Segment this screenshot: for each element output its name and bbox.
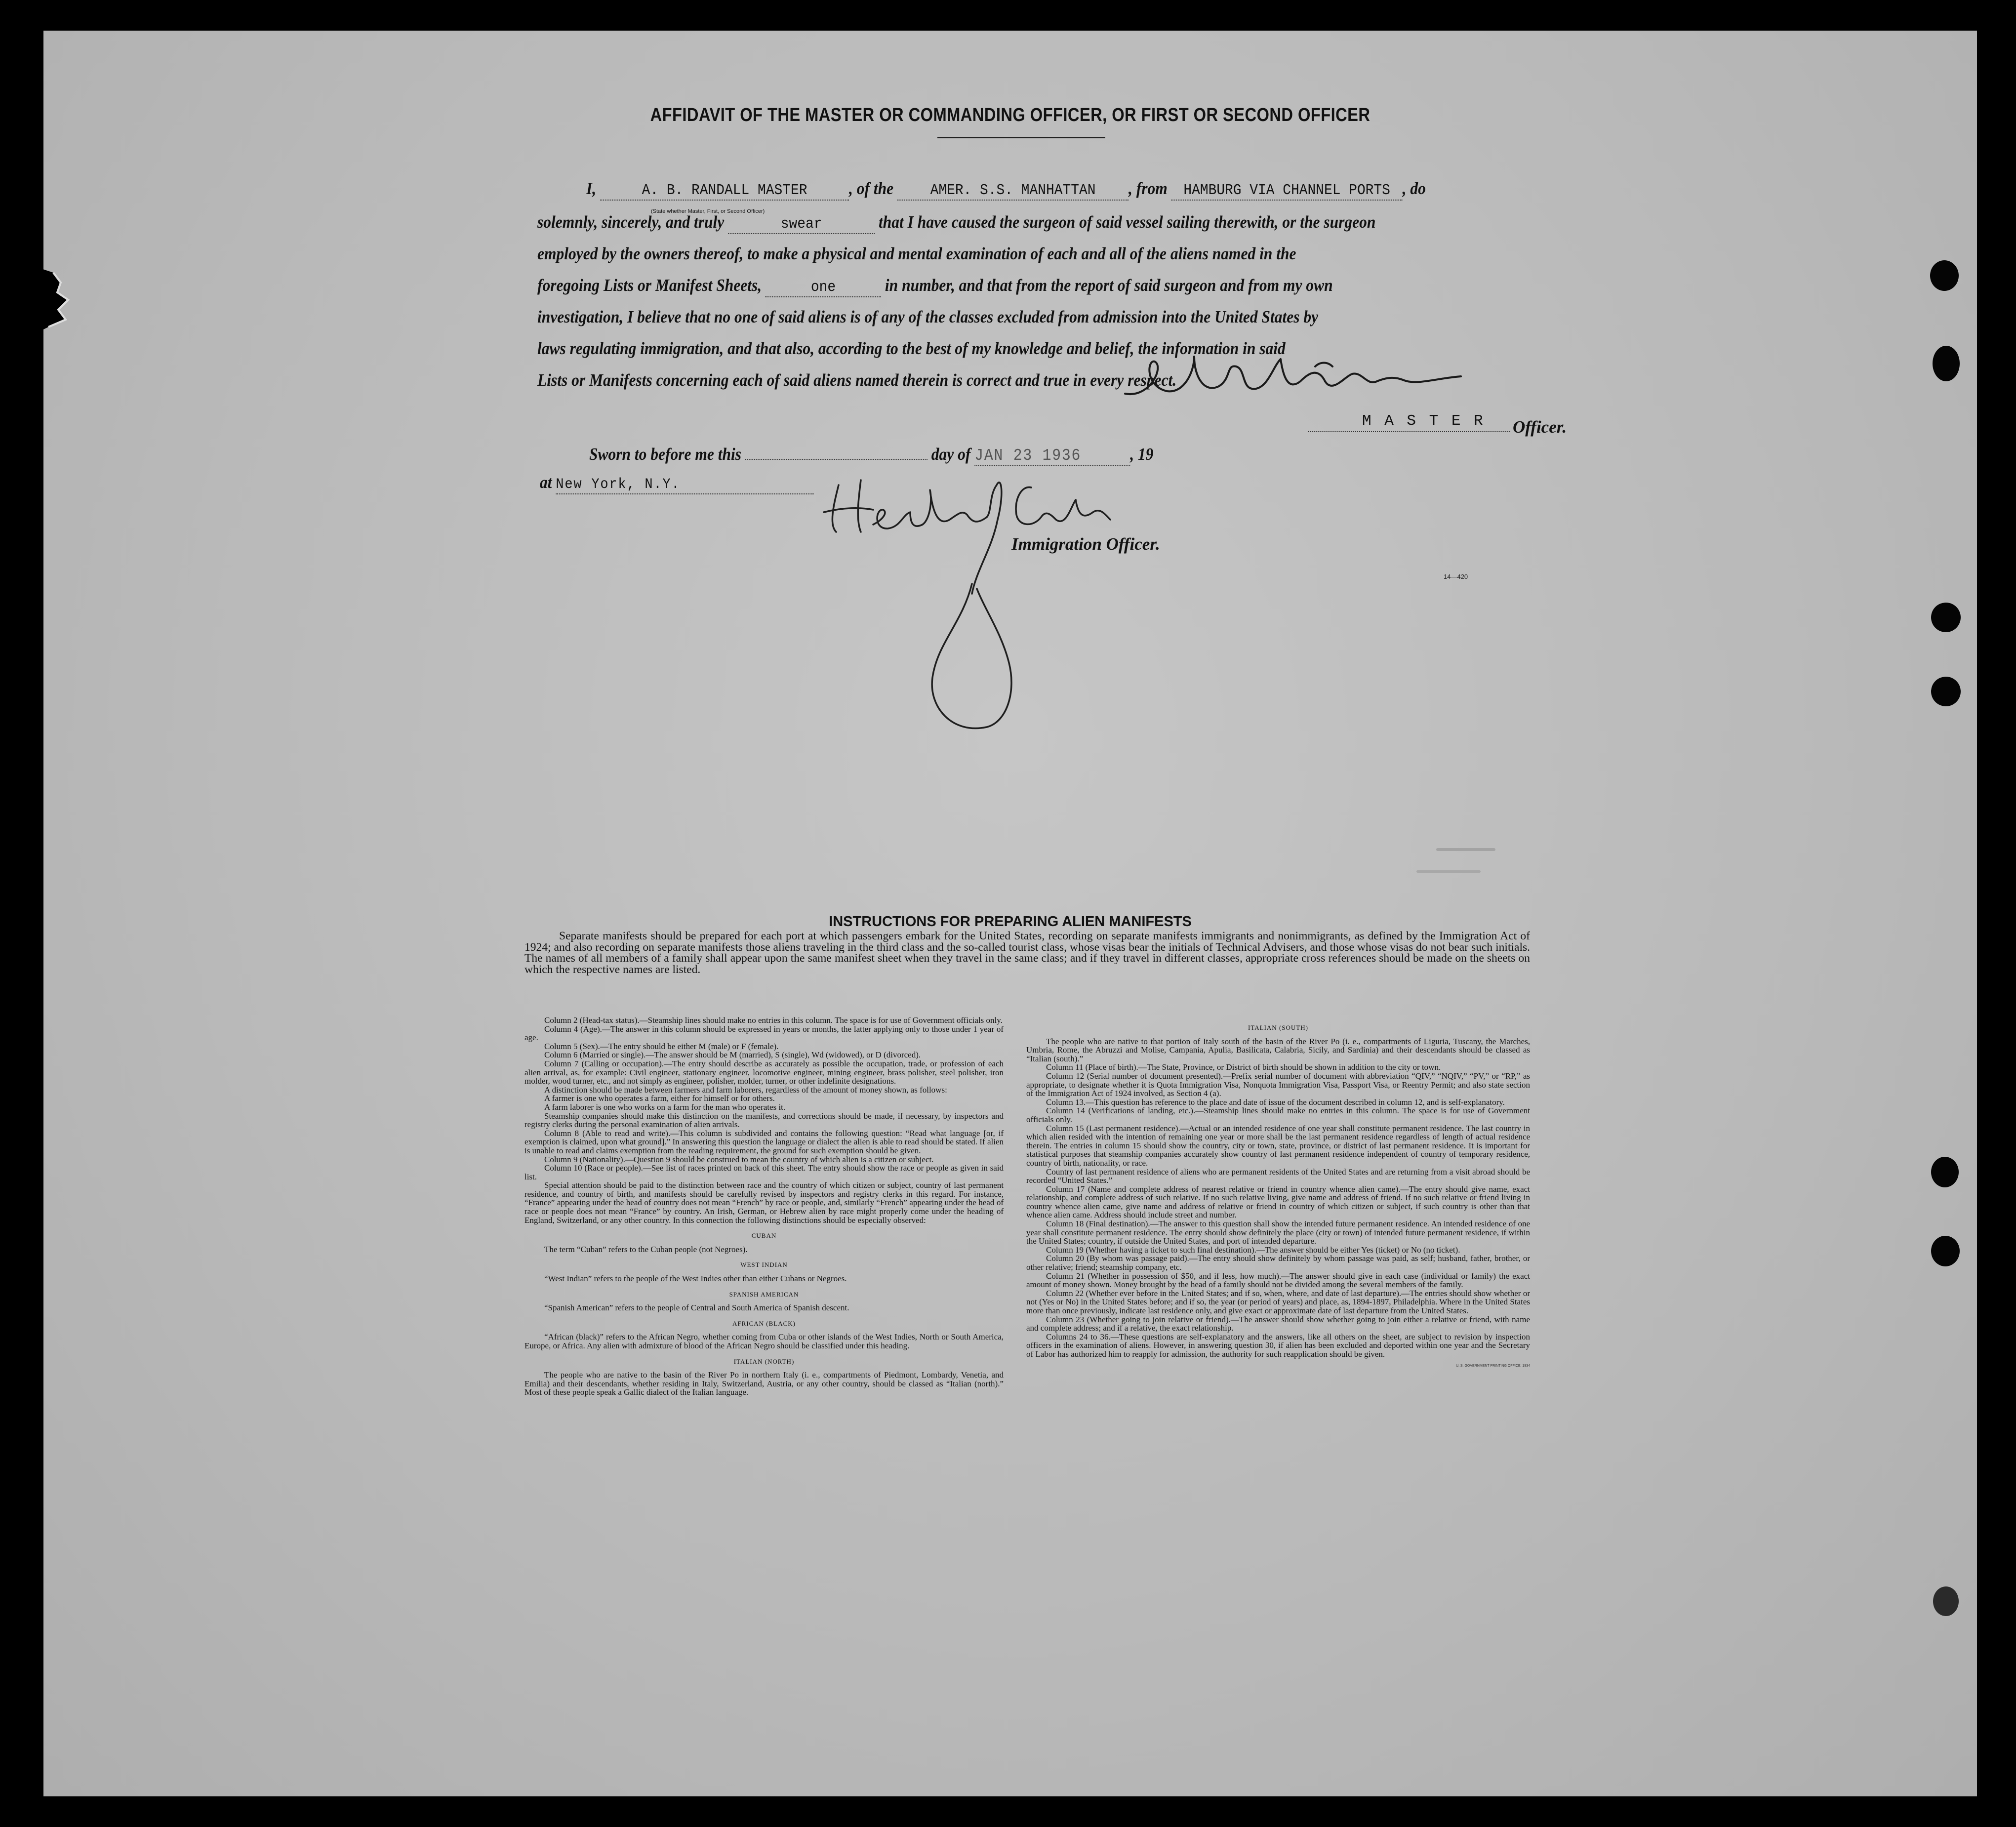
title-rule [937, 137, 1105, 138]
instruction-paragraph: Country of last permanent residence of aliens who are permanent residents of the United States and are returning from a visit abroad should be recorded “United States.” [1026, 1167, 1530, 1185]
punch-hole [1931, 1157, 1959, 1187]
punch-hole [1933, 346, 1960, 381]
instruction-paragraph: Column 12 (Serial number of document presented).—Prefix serial number of document with abbreviation “QIV,” “NQIV,” “PV,” or “RP,” as appropriate, to designate whether it is Quota Immigration Visa, Nonquota Immigration Visa, Passport Visa, or Reentry Permit; and also state section of the Immigration Act of 1924 involved, as Section 4 (a). [1026, 1071, 1530, 1098]
instruction-paragraph: Column 19 (Whether having a ticket to such final destination).—The answer should be either Yes (ticket) or No (no ticket). [1046, 1245, 1460, 1255]
vessel-field: AMER. S.S. MANHATTAN [897, 182, 1129, 201]
instruction-paragraph: Column 15 (Last permanent residence).—Actual or an intended residence of one year shall constitute permanent residence. The last country in which alien resided with the intention of remaining one year or more shall be the last permanent residence regardless of length of actual residence therein. The entries in column 15 should show the country, city or town, state, province, or district of last permanent residence. It is important for statistical purposes that steamship companies accurately show country of last permanent residence independent of country of temporary residence, country of birth, nationality, or race. [1026, 1123, 1530, 1168]
affidavit-title: AFFIDAVIT OF THE MASTER OR COMMANDING OFFICER, OR FIRST OR SECOND OFFICER [650, 105, 1371, 125]
instruction-paragraph: Column 4 (Age).—The answer in this column should be expressed in years or months, the latter applying only to those under 1 year of age. [524, 1024, 1004, 1043]
punch-hole [1931, 677, 1961, 706]
affidavit-line-2: solemnly, sincerely, and truly swear that I have caused the surgeon of said vessel sailing therewith, or the surgeon [537, 212, 1422, 234]
date-stamp: JAN 23 1936 [974, 447, 1082, 465]
sworn-line: Sworn to before me this day of JAN 23 1936 , 19 [589, 445, 1345, 466]
section-heading-italian-north: ITALIAN (NORTH) [733, 1357, 795, 1365]
section-heading-west-indian: WEST INDIAN [740, 1261, 788, 1269]
master-name-field: A. B. RANDALL MASTER [600, 182, 849, 201]
instruction-paragraph: Steamship companies should make this distinction on the manifests, and corrections should be made, if necessary, by inspectors and registry clerks during the personal examination of alien arrivals. [524, 1111, 1004, 1130]
affidavit-line-4: foregoing Lists or Manifest Sheets, one in number, and that from the report of said surgeon and from my own [537, 276, 1422, 297]
section-heading-spanish-american: SPANISH AMERICAN [729, 1290, 799, 1298]
torn-edge [43, 263, 83, 337]
section-heading-italian-south: ITALIAN (SOUTH) [1248, 1024, 1308, 1031]
instruction-paragraph: A distinction should be made between farmers and farm laborers, regardless of the amount of money shown, as follows: [544, 1085, 947, 1095]
instruction-paragraph: Column 5 (Sex).—The entry should be either M (male) or F (female). [544, 1041, 779, 1051]
instruction-paragraph: Column 9 (Nationality).—Question 9 should be construed to mean the country of which alien is a citizen or subject. [544, 1154, 934, 1164]
punch-hole [1931, 1236, 1960, 1266]
instruction-paragraph: Column 21 (Whether in possession of $50, and if less, how much).—The answer should give in each case (individual or family) the exact amount of money shown. Money brought by the head of a family should not be divided among the several members of the family. [1026, 1271, 1530, 1290]
instruction-paragraph: Columns 24 to 36.—These questions are self-explanatory and the answers, like all others on the sheet, are subject to revision by inspection officers in the examination of aliens. However, in answering question 30, if alien has been excluded and deported within one year and the Secretary of Labor has authorized him to reapply for admission, the authority for such reapplication should be given. [1026, 1332, 1530, 1359]
instruction-paragraph: Column 11 (Place of birth).—The State, Province, or District of birth should be shown in addition to the city or town. [1046, 1062, 1441, 1072]
instruction-paragraph: Column 7 (Calling or occupation).—The entry should describe as accurately as possible the occupation, trade, or profession of each alien arrival, as, for example: Civil engineer, stationary engineer, locomotive engineer, mining engineer, brass polisher, steel polisher, iron molder, wood turner, etc., and not simply as engineer, polisher, molder, turner, or other indefinite designations. [524, 1058, 1004, 1086]
instruction-paragraph: The term “Cuban” refers to the Cuban people (not Negroes). [544, 1244, 748, 1254]
printer-imprint: U. S. GOVERNMENT PRINTING OFFICE: 1934 [1455, 1364, 1530, 1368]
affidavit-line-6: laws regulating immigration, and that also, according to the best of my knowledge and belief, the information in said [537, 339, 1286, 358]
place-field: New York, N.Y. [556, 476, 813, 494]
instruction-paragraph: Column 2 (Head-tax status).—Steamship lines should make no entries in this column. The space is for use of Government officials only. [544, 1015, 1003, 1025]
instruction-paragraph: “African (black)” refers to the African Negro, whether coming from Cuba or other islands of the West Indies, North or South America, Europe, or Africa. Any alien with admixture of blood of the African Negro should be classified under this heading. [524, 1332, 1004, 1350]
rank-field: M A S T E R [1308, 412, 1510, 432]
instruction-paragraph: Column 18 (Final destination).—The answer to this question shall show the intended future permanent residence. An intended residence of one year shall constitute permanent residence. The entry should show definitely the place (city or town) of intended future permanent residence, if within the United States; country, if outside the United States, and port of intended departure. [1026, 1219, 1530, 1246]
instructions-left-column [524, 1016, 1004, 1397]
immigration-officer-label: Immigration Officer. [1011, 534, 1160, 554]
form-number: 14—420 [1444, 573, 1468, 580]
punch-hole [1931, 603, 1961, 632]
instruction-paragraph: Column 22 (Whether ever before in the United States; and if so, when, where, and date of last departure).—The entries should show whether or not (Yes or No) in the United States before; and if so, the year (or period of years) and place, as, 1894-1897, Philadelphia. Where in the United States more than once previously, indicate last residence only, and give exact or approximate date of last departure from the United States. [1026, 1288, 1530, 1315]
instruction-paragraph: Column 14 (Verifications of landing, etc.).—Steamship lines should make no entries in this column. The space is for use of Government officials only. [1026, 1106, 1530, 1124]
affidavit-line-5: investigation, I believe that no one of said aliens is of any of the classes excluded from admission into the United States by [537, 307, 1319, 326]
instruction-paragraph: A farmer is one who operates a farm, either for himself or for others. [544, 1094, 775, 1103]
affidavit-line-3: employed by the owners thereof, to make a physical and mental examination of each and all of the aliens named in the [537, 244, 1296, 263]
officer-label: Officer. [1513, 417, 1567, 437]
punch-hole [1933, 1586, 1959, 1616]
officer-rank-note: (State whether Master, First, or Second Officer) [651, 208, 765, 214]
instruction-paragraph: Column 23 (Whether going to join relative or friend).—The answer should show whether going to join either a relative or friend, with name and complete address; and if a relative, the exact relationship. [1026, 1314, 1530, 1333]
port-field: HAMBURG VIA CHANNEL PORTS [1171, 182, 1403, 201]
instruction-paragraph: The people who are native to that portion of Italy south of the basin of the River Po (i. e., compartments of Liguria, Tuscany, the Marches, Umbria, Rome, the Abruzzi and Molise, Campania, Apulia, Basilicata, Calabria, Sicily, and Sardinia) and their descendants should be classed as “Italian (south).” [1026, 1036, 1530, 1063]
place-line: at New York, N.Y. [540, 473, 940, 494]
instruction-paragraph: A farm laborer is one who works on a farm for the man who operates it. [544, 1102, 786, 1112]
manifest-page [43, 31, 1977, 1796]
date-field [974, 447, 1130, 466]
section-heading-cuban: CUBAN [751, 1232, 777, 1240]
affidavit-line-7: Lists or Manifests concerning each of said aliens named therein is correct and true in every respect. [537, 370, 1177, 390]
instruction-paragraph: Column 8 (Able to read and write).—This column is subdivided and contains the following question: “Read what language [or, if exemption is claimed, upon what ground].” In answering this question the language or dialect the alien is able to read should be stated. If alien is unable to read and claims exemption from the reading requirement, the ground for such exemption should be given. [524, 1128, 1004, 1155]
instructions-title: INSTRUCTIONS FOR PREPARING ALIEN MANIFESTS [829, 914, 1192, 930]
instruction-paragraph: Special attention should be paid to the distinction between race and the country of which citizen or subject, country of last permanent residence, and country of birth, and manifests should be carefully revised by inspectors and registry clerks in this regard. For instance, “France” appearing under the head of country does not mean “French” by race or people, and, similarly “French” appearing under the head of race or people does not mean “France” by country. An Irish, German, or Hebrew alien by race might properly come under the heading of England, Switzerland, or any other country. In this connection the following distinctions should be especially observed: [524, 1180, 1004, 1225]
instruction-paragraph: Column 13.—This question has reference to the place and date of issue of the document described in column 12, and is self-explanatory. [1046, 1097, 1505, 1107]
oath-field: swear [728, 215, 875, 234]
section-heading-african: AFRICAN (BLACK) [732, 1319, 796, 1327]
instruction-paragraph: The people who are native to the basin of the River Po in northern Italy (i. e., compartments of Piedmont, Lombardy, Venetia, and Emilia) and their descendants, whether residing in Italy, Switzerland, Austria, or any other country, should be classed as “Italian (north).” Most of these people speak a Gallic dialect of the Italian language. [524, 1370, 1004, 1397]
instruction-paragraph: Column 17 (Name and complete address of nearest relative or friend in country whence alien came).—The entry should give name, exact relationship, and complete address of such relative. If no such relative living, give name and address of friend. If no such relative or friend living in country whence alien came, give name and address of relative or friend in country of which citizen or subject, if such country is other than that whence alien came. Address should include street and number. [1026, 1184, 1530, 1220]
instruction-paragraph: Column 20 (By whom was passage paid).—The entry should show definitely by whom passage was paid, as self; husband, father, brother, or other relative; friend; steamship company, etc. [1026, 1254, 1530, 1272]
instructions-intro: Separate manifests should be prepared for each port at which passengers embark for the United States, recording on separate manifests immigrants and nonimmigrants, as defined by the Immigration Act of 1924; and also recording on separate manifests those aliens traveling in the third class and the so-called tourist class, whose visas bear the initials of Technical Advisers, and those whose visas do not bear such initials. The names of all members of a family shall appear upon the same manifest sheet when they travel in the same class; and if they travel in different classes, appropriate cross references should be made on the sheets on which the respective names are listed. [524, 930, 1530, 976]
master-signature [1120, 347, 1466, 411]
sheets-field: one [766, 279, 881, 297]
instruction-paragraph: Column 6 (Married or single).—The answer should be M (married), S (single), Wd (widowed), or D (divorced). [544, 1050, 921, 1060]
punch-hole [1930, 260, 1959, 291]
immigration-officer-signature [814, 465, 1120, 742]
instructions-right-column [1026, 1023, 1530, 1370]
affidavit-line-1: I, A. B. RANDALL MASTER , of the AMER. S.S. MANHATTAN , from HAMBURG VIA CHANNEL PORTS , do [537, 179, 1422, 201]
instruction-paragraph: “Spanish American” refers to the people of Central and South America of Spanish descent. [544, 1303, 849, 1313]
instruction-paragraph: Column 10 (Race or people).—See list of races printed on back of this sheet. The entry should show the race or people as given in said list. [524, 1163, 1004, 1181]
instruction-paragraph: “West Indian” refers to the people of the West Indies other than either Cubans or Negroes. [544, 1274, 847, 1284]
